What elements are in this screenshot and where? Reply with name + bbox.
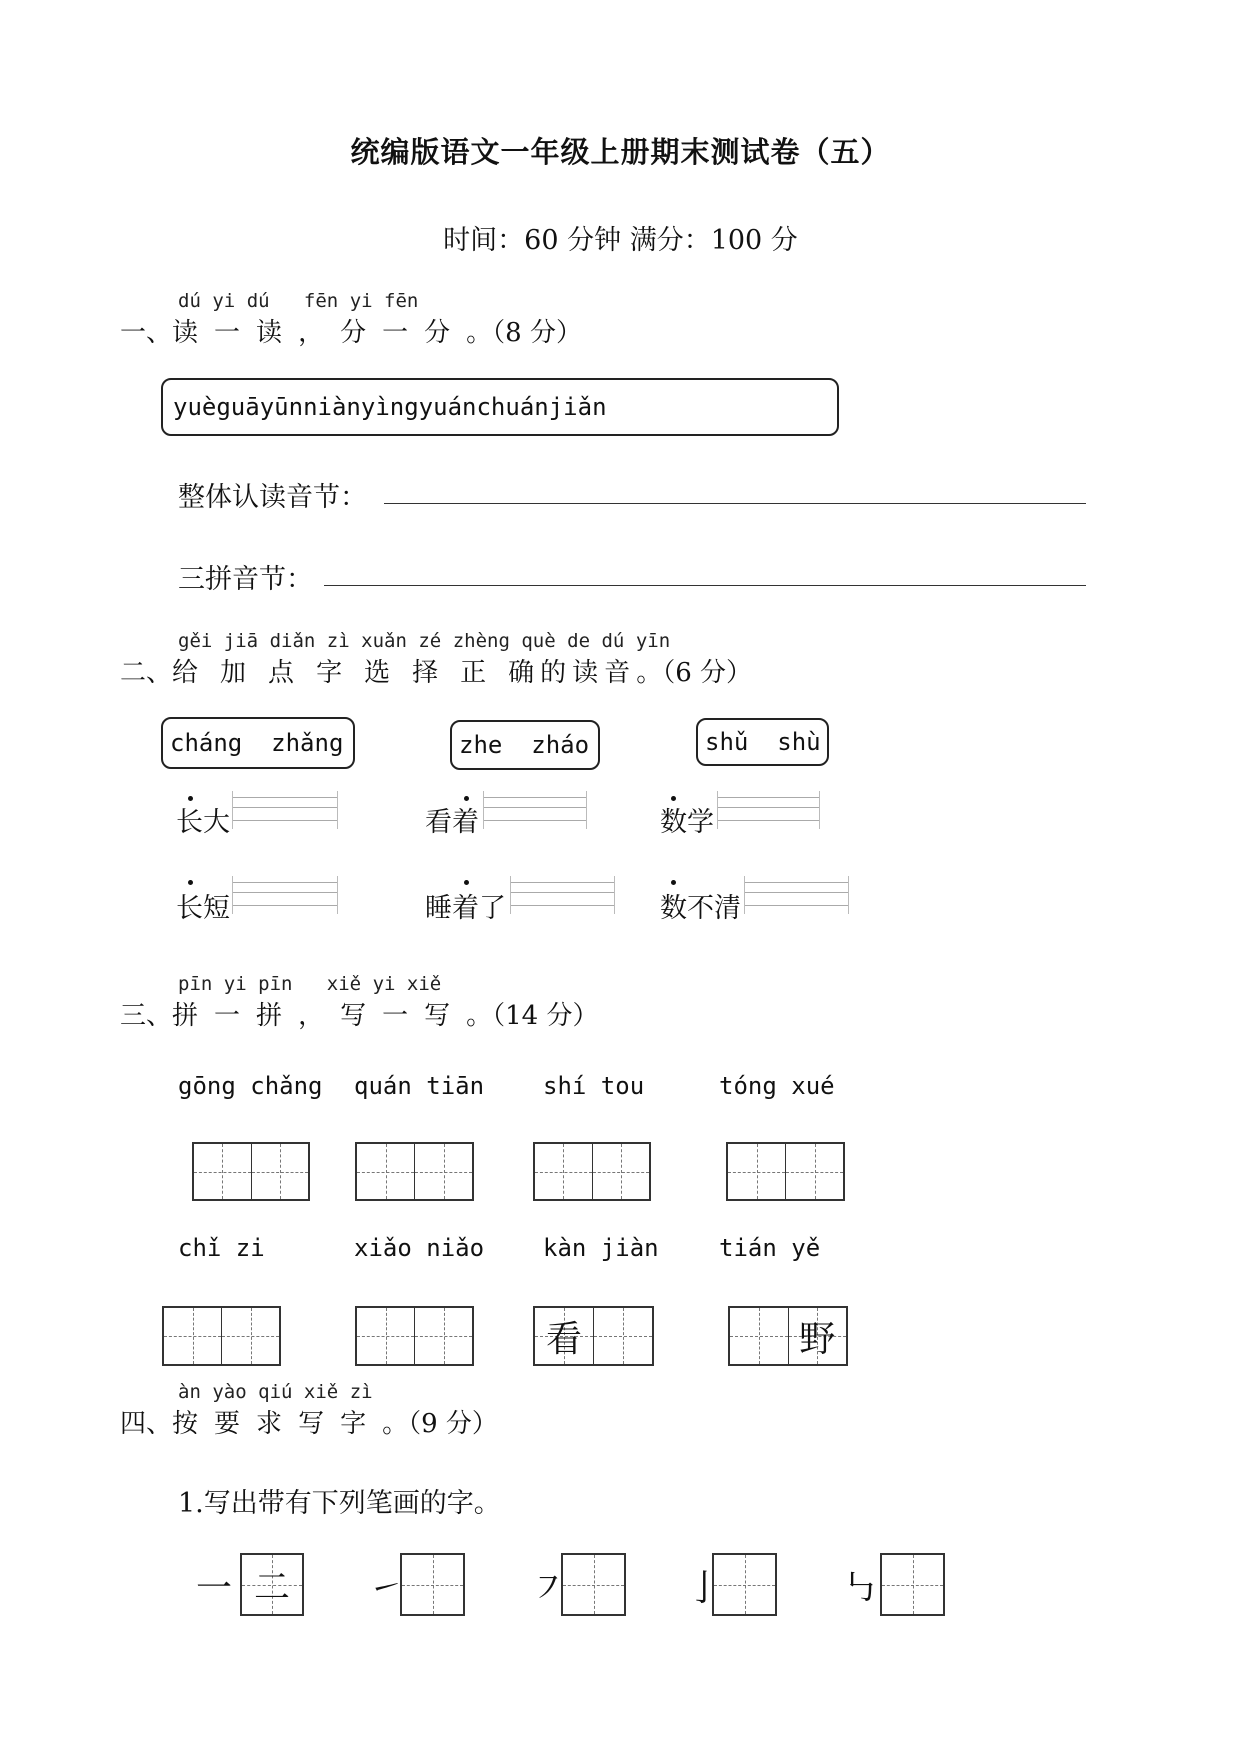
example-char-er: 二: [253, 1567, 290, 1608]
writing-grid[interactable]: [162, 1306, 281, 1366]
s4-pinyin: àn yào qiú xiě zì: [178, 1381, 373, 1403]
emphasis-dot: [188, 796, 193, 801]
answer-lines[interactable]: [717, 791, 820, 829]
stroke-shugou: 亅: [686, 1568, 723, 1609]
writing-grid[interactable]: [533, 1142, 651, 1201]
pinyin-tongxue: tóng xué: [719, 1072, 835, 1100]
s1-pinyin: dú yi dú fēn yi fēn: [178, 290, 419, 312]
stroke-heng: 一: [196, 1568, 233, 1609]
writing-grid[interactable]: [355, 1306, 474, 1366]
whole-syllable-answer-line[interactable]: [384, 503, 1086, 504]
s3-pinyin: pīn yi pīn xiě yi xiě: [178, 973, 442, 995]
writing-grid[interactable]: [561, 1553, 626, 1616]
s2-pinyin: gěi jiā diǎn zì xuǎn zé zhèng què de dú yīn: [178, 630, 671, 652]
answer-lines[interactable]: [232, 791, 338, 829]
answer-lines[interactable]: [483, 791, 587, 829]
word-zhangda: 长大: [176, 807, 230, 838]
given-char-ye: 野: [799, 1318, 836, 1360]
question-4-1: 1.写出带有下列笔画的字。: [178, 1488, 501, 1519]
emphasis-dot: [671, 796, 676, 801]
emphasis-dot: [188, 880, 193, 885]
word-shuxue: 数学: [660, 807, 714, 838]
exam-info: 时间：60 分钟 满分：100 分: [443, 225, 798, 256]
pinyin-kanjian: kàn jiàn: [543, 1234, 659, 1262]
option-box-chang-zhang: cháng zhǎng: [161, 717, 355, 769]
pinyin-shitou: shí tou: [543, 1072, 645, 1100]
writing-grid[interactable]: [728, 1306, 848, 1366]
page-title: 统编版语文一年级上册期末测试卷（五）: [350, 135, 891, 169]
answer-lines[interactable]: [510, 876, 615, 914]
pinyin-xiaoniao: xiǎo niǎo: [354, 1234, 485, 1262]
pinyin-quantian: quán tiān: [354, 1072, 485, 1100]
section-3-heading: 三、拼 一 拼 ， 写 一 写 。（14 分）: [120, 1001, 599, 1031]
given-char-kan: 看: [545, 1318, 582, 1360]
word-kanzhe: 看着: [425, 807, 479, 838]
word-shubuqing: 数不清: [660, 893, 741, 924]
pinyin-gongchang: gōng chǎng: [178, 1072, 323, 1100]
whole-syllable-label: 整体认读音节：: [178, 482, 367, 513]
stroke-ti: ㇀: [368, 1568, 405, 1609]
emphasis-dot: [671, 880, 676, 885]
writing-grid[interactable]: [880, 1553, 945, 1616]
writing-grid[interactable]: [533, 1306, 654, 1366]
syllable-box: yuè guā yūn niàn yìng yuán chuán jiǎn: [161, 378, 839, 436]
writing-grid[interactable]: [192, 1142, 310, 1201]
answer-lines[interactable]: [232, 876, 338, 914]
section-1-heading: 一、读 一 读 ， 分 一 分 。（8 分）: [120, 318, 582, 348]
option-box-zhe-zhao: zhe zháo: [450, 720, 600, 770]
emphasis-dot: [464, 880, 469, 885]
pinyin-chizi: chǐ zi: [178, 1234, 265, 1262]
stroke-hengzhezhegou: ㇉: [842, 1568, 879, 1609]
stroke-hengzhe: ㇇: [530, 1568, 567, 1609]
answer-lines[interactable]: [744, 876, 849, 914]
writing-grid[interactable]: [240, 1553, 304, 1616]
triple-syllable-answer-line[interactable]: [324, 585, 1086, 586]
writing-grid[interactable]: [712, 1553, 777, 1616]
triple-syllable-label: 三拼音节：: [178, 564, 313, 595]
writing-grid[interactable]: [400, 1553, 465, 1616]
pinyin-tianye: tián yě: [719, 1234, 821, 1262]
word-shuizhaole: 睡着了: [425, 893, 506, 924]
emphasis-dot: [464, 796, 469, 801]
section-4-heading: 四、按 要 求 写 字 。（9 分）: [120, 1409, 498, 1439]
word-changduan: 长短: [176, 893, 230, 924]
section-2-heading: 二、给 加 点 字 选 择 正 确 的 读 音 。（6 分）: [120, 658, 753, 688]
writing-grid[interactable]: [726, 1142, 845, 1201]
option-box-shu-shu: shǔ shù: [696, 718, 829, 766]
writing-grid[interactable]: [355, 1142, 474, 1201]
